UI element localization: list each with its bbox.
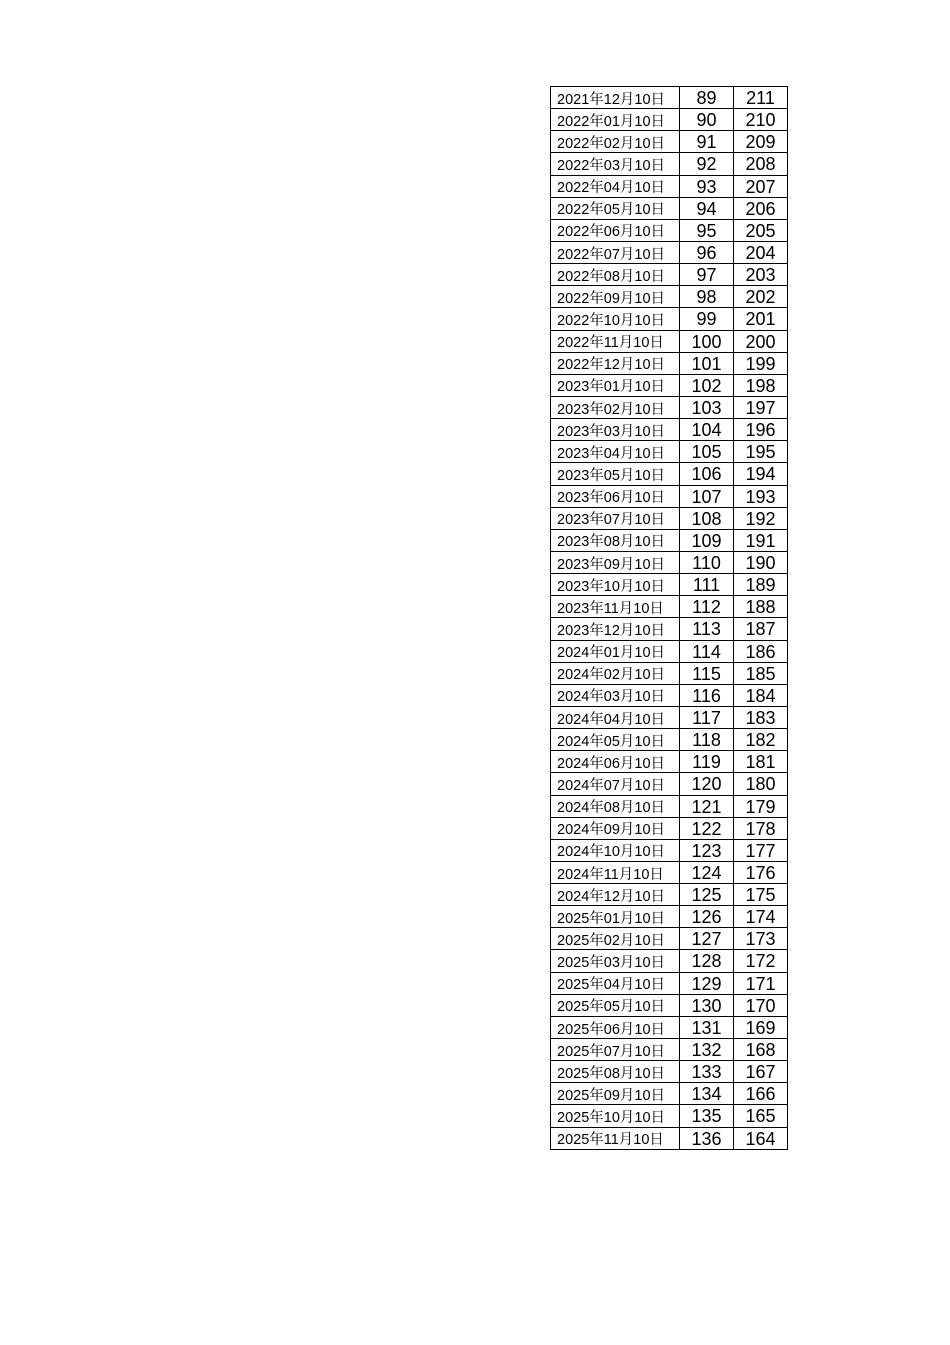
table-row <box>551 839 788 861</box>
table-row <box>551 197 788 219</box>
count-cell: 117 <box>680 706 734 728</box>
date-cell: 2025年06月10日 <box>551 1016 680 1038</box>
date-cell: 2023年05月10日 <box>551 463 680 485</box>
table-row <box>551 1016 788 1038</box>
date-cell: 2022年05月10日 <box>551 197 680 219</box>
date-cell: 2023年07月10日 <box>551 507 680 529</box>
table-row <box>551 551 788 573</box>
table-row <box>551 529 788 551</box>
count-cell: 112 <box>680 596 734 618</box>
date-cell: 2025年08月10日 <box>551 1061 680 1083</box>
count-cell: 114 <box>680 640 734 662</box>
remaining-cell: 182 <box>734 729 788 751</box>
date-cell: 2025年11月10日 <box>551 1127 680 1149</box>
date-cell: 2022年11月10日 <box>551 330 680 352</box>
count-cell: 120 <box>680 773 734 795</box>
count-cell: 99 <box>680 308 734 330</box>
count-cell: 130 <box>680 994 734 1016</box>
count-cell: 97 <box>680 264 734 286</box>
count-cell: 136 <box>680 1127 734 1149</box>
table-row <box>551 684 788 706</box>
date-cell: 2023年12月10日 <box>551 618 680 640</box>
remaining-cell: 164 <box>734 1127 788 1149</box>
remaining-cell: 208 <box>734 153 788 175</box>
date-cell: 2025年05月10日 <box>551 994 680 1016</box>
remaining-cell: 210 <box>734 109 788 131</box>
count-cell: 127 <box>680 928 734 950</box>
date-cell: 2023年01月10日 <box>551 374 680 396</box>
date-cell: 2023年11月10日 <box>551 596 680 618</box>
table-row <box>551 795 788 817</box>
date-cell: 2023年09月10日 <box>551 551 680 573</box>
remaining-cell: 169 <box>734 1016 788 1038</box>
date-cell: 2024年03月10日 <box>551 684 680 706</box>
count-cell: 104 <box>680 419 734 441</box>
date-cell: 2023年08月10日 <box>551 529 680 551</box>
remaining-cell: 174 <box>734 906 788 928</box>
date-cell: 2024年05月10日 <box>551 729 680 751</box>
table-row <box>551 463 788 485</box>
table-row <box>551 972 788 994</box>
table-row <box>551 1083 788 1105</box>
remaining-cell: 190 <box>734 551 788 573</box>
date-cell: 2023年10月10日 <box>551 574 680 596</box>
table-row <box>551 330 788 352</box>
count-cell: 106 <box>680 463 734 485</box>
remaining-cell: 206 <box>734 197 788 219</box>
table-row <box>551 1061 788 1083</box>
remaining-cell: 179 <box>734 795 788 817</box>
table-row <box>551 374 788 396</box>
remaining-cell: 204 <box>734 241 788 263</box>
table-row <box>551 729 788 751</box>
count-cell: 124 <box>680 861 734 883</box>
date-cell: 2024年02月10日 <box>551 662 680 684</box>
date-cell: 2025年09月10日 <box>551 1083 680 1105</box>
count-cell: 94 <box>680 197 734 219</box>
table-row <box>551 264 788 286</box>
remaining-cell: 183 <box>734 706 788 728</box>
remaining-cell: 209 <box>734 131 788 153</box>
date-cell: 2023年06月10日 <box>551 485 680 507</box>
date-cell: 2022年08月10日 <box>551 264 680 286</box>
remaining-cell: 211 <box>734 87 788 109</box>
table-row <box>551 640 788 662</box>
table-row <box>551 153 788 175</box>
table-row <box>551 928 788 950</box>
date-cell: 2025年01月10日 <box>551 906 680 928</box>
remaining-cell: 166 <box>734 1083 788 1105</box>
remaining-cell: 165 <box>734 1105 788 1127</box>
date-cell: 2022年02月10日 <box>551 131 680 153</box>
remaining-cell: 201 <box>734 308 788 330</box>
count-cell: 89 <box>680 87 734 109</box>
remaining-cell: 184 <box>734 684 788 706</box>
table-row <box>551 773 788 795</box>
count-cell: 103 <box>680 396 734 418</box>
count-cell: 96 <box>680 241 734 263</box>
remaining-cell: 193 <box>734 485 788 507</box>
date-cell: 2025年04月10日 <box>551 972 680 994</box>
table-row <box>551 751 788 773</box>
remaining-cell: 192 <box>734 507 788 529</box>
table-row <box>551 884 788 906</box>
date-cell: 2024年04月10日 <box>551 706 680 728</box>
count-cell: 98 <box>680 286 734 308</box>
remaining-cell: 195 <box>734 441 788 463</box>
table-row <box>551 219 788 241</box>
count-cell: 122 <box>680 817 734 839</box>
count-cell: 126 <box>680 906 734 928</box>
table-row <box>551 485 788 507</box>
count-cell: 109 <box>680 529 734 551</box>
table-row <box>551 419 788 441</box>
table-row <box>551 87 788 109</box>
remaining-cell: 185 <box>734 662 788 684</box>
count-cell: 105 <box>680 441 734 463</box>
remaining-cell: 197 <box>734 396 788 418</box>
date-cell: 2022年09月10日 <box>551 286 680 308</box>
date-cell: 2023年03月10日 <box>551 419 680 441</box>
count-cell: 110 <box>680 551 734 573</box>
remaining-cell: 172 <box>734 950 788 972</box>
date-cell: 2025年03月10日 <box>551 950 680 972</box>
remaining-cell: 205 <box>734 219 788 241</box>
count-cell: 107 <box>680 485 734 507</box>
date-cell: 2022年03月10日 <box>551 153 680 175</box>
date-cell: 2022年10月10日 <box>551 308 680 330</box>
date-cell: 2022年07月10日 <box>551 241 680 263</box>
remaining-cell: 171 <box>734 972 788 994</box>
remaining-cell: 189 <box>734 574 788 596</box>
table-row <box>551 706 788 728</box>
date-cell: 2024年10月10日 <box>551 839 680 861</box>
table-row <box>551 109 788 131</box>
date-cell: 2024年06月10日 <box>551 751 680 773</box>
count-cell: 115 <box>680 662 734 684</box>
count-cell: 132 <box>680 1039 734 1061</box>
remaining-cell: 196 <box>734 419 788 441</box>
table-row <box>551 1127 788 1149</box>
date-cell: 2025年02月10日 <box>551 928 680 950</box>
remaining-cell: 194 <box>734 463 788 485</box>
schedule-table-body <box>551 87 788 1150</box>
table-row <box>551 950 788 972</box>
table-row <box>551 861 788 883</box>
table-row <box>551 286 788 308</box>
date-cell: 2022年06月10日 <box>551 219 680 241</box>
remaining-cell: 188 <box>734 596 788 618</box>
remaining-cell: 200 <box>734 330 788 352</box>
table-row <box>551 308 788 330</box>
count-cell: 125 <box>680 884 734 906</box>
count-cell: 123 <box>680 839 734 861</box>
count-cell: 134 <box>680 1083 734 1105</box>
remaining-cell: 203 <box>734 264 788 286</box>
count-cell: 131 <box>680 1016 734 1038</box>
count-cell: 91 <box>680 131 734 153</box>
date-cell: 2024年08月10日 <box>551 795 680 817</box>
table-row <box>551 994 788 1016</box>
remaining-cell: 186 <box>734 640 788 662</box>
count-cell: 102 <box>680 374 734 396</box>
remaining-cell: 187 <box>734 618 788 640</box>
remaining-cell: 198 <box>734 374 788 396</box>
table-row <box>551 352 788 374</box>
table-row <box>551 441 788 463</box>
count-cell: 100 <box>680 330 734 352</box>
count-cell: 119 <box>680 751 734 773</box>
table-row <box>551 1039 788 1061</box>
count-cell: 108 <box>680 507 734 529</box>
table-row <box>551 507 788 529</box>
schedule-table <box>550 86 788 1150</box>
table-row <box>551 1105 788 1127</box>
date-cell: 2022年01月10日 <box>551 109 680 131</box>
date-cell: 2025年07月10日 <box>551 1039 680 1061</box>
table-row <box>551 662 788 684</box>
remaining-cell: 176 <box>734 861 788 883</box>
count-cell: 92 <box>680 153 734 175</box>
table-row <box>551 618 788 640</box>
date-cell: 2022年12月10日 <box>551 352 680 374</box>
table-row <box>551 241 788 263</box>
count-cell: 113 <box>680 618 734 640</box>
count-cell: 90 <box>680 109 734 131</box>
date-cell: 2024年11月10日 <box>551 861 680 883</box>
remaining-cell: 202 <box>734 286 788 308</box>
table-row <box>551 396 788 418</box>
remaining-cell: 175 <box>734 884 788 906</box>
remaining-cell: 180 <box>734 773 788 795</box>
count-cell: 133 <box>680 1061 734 1083</box>
remaining-cell: 168 <box>734 1039 788 1061</box>
table-row <box>551 131 788 153</box>
table-row <box>551 574 788 596</box>
remaining-cell: 199 <box>734 352 788 374</box>
count-cell: 93 <box>680 175 734 197</box>
remaining-cell: 178 <box>734 817 788 839</box>
date-cell: 2021年12月10日 <box>551 87 680 109</box>
count-cell: 101 <box>680 352 734 374</box>
remaining-cell: 207 <box>734 175 788 197</box>
remaining-cell: 177 <box>734 839 788 861</box>
date-cell: 2023年04月10日 <box>551 441 680 463</box>
date-cell: 2024年01月10日 <box>551 640 680 662</box>
count-cell: 116 <box>680 684 734 706</box>
table-row <box>551 596 788 618</box>
count-cell: 121 <box>680 795 734 817</box>
count-cell: 129 <box>680 972 734 994</box>
remaining-cell: 173 <box>734 928 788 950</box>
remaining-cell: 167 <box>734 1061 788 1083</box>
remaining-cell: 191 <box>734 529 788 551</box>
table-row <box>551 817 788 839</box>
date-cell: 2024年12月10日 <box>551 884 680 906</box>
remaining-cell: 181 <box>734 751 788 773</box>
remaining-cell: 170 <box>734 994 788 1016</box>
count-cell: 128 <box>680 950 734 972</box>
count-cell: 95 <box>680 219 734 241</box>
table-row <box>551 906 788 928</box>
date-cell: 2022年04月10日 <box>551 175 680 197</box>
date-cell: 2025年10月10日 <box>551 1105 680 1127</box>
date-cell: 2023年02月10日 <box>551 396 680 418</box>
date-cell: 2024年09月10日 <box>551 817 680 839</box>
count-cell: 111 <box>680 574 734 596</box>
table-row <box>551 175 788 197</box>
count-cell: 135 <box>680 1105 734 1127</box>
count-cell: 118 <box>680 729 734 751</box>
date-cell: 2024年07月10日 <box>551 773 680 795</box>
